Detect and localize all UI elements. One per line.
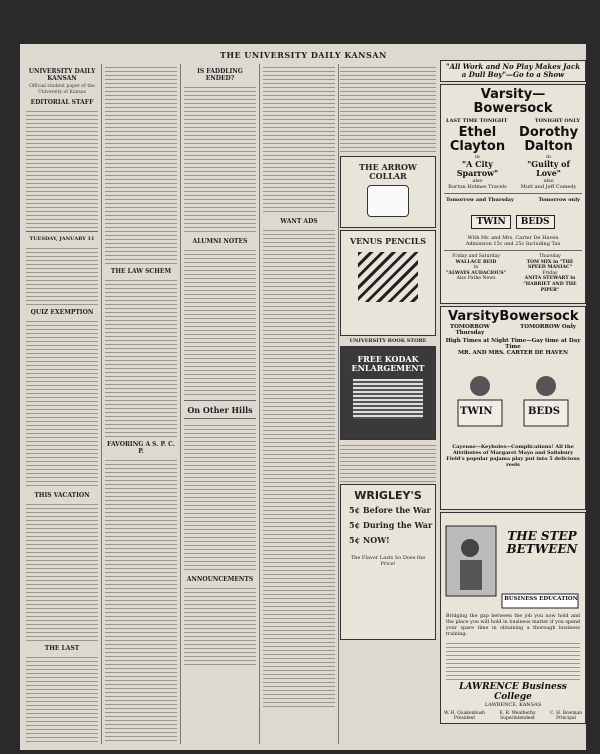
article-law-scheme (105, 277, 177, 437)
star-1-first: Ethel (458, 125, 497, 140)
headline-vacation: THIS VACATION (34, 492, 90, 500)
article-announcements (184, 585, 256, 665)
star-2-first: Dorothy (519, 125, 579, 140)
headline-other-hills: On Other Hills (187, 405, 253, 415)
kodak-title: FREE KODAK ENLARGEMENT (351, 354, 425, 373)
masthead: THE UNIVERSITY DAILY KANSAN (220, 50, 387, 60)
star-2-in: in (546, 154, 551, 160)
article-other-hills (184, 422, 256, 572)
paper-subtitle: Official student paper of the University of Kansas (29, 84, 95, 95)
cayenne-text: Cayenne—Keyholes—Complications! All the Attributes of Margaret Mayo and Salisbury Field's popular pajama play put into 5 delicious reels (446, 444, 580, 468)
star-1-extra: Burton Holmes Travels (448, 184, 507, 190)
article-last (26, 654, 98, 744)
headline-law-scheme: THE LAW SCHEM (110, 268, 172, 275)
wrigleys-brand: WRIGLEY'S (354, 489, 422, 502)
staff-listing (26, 108, 98, 228)
officer-1: W. H. Quakenbush (444, 711, 486, 716)
classifieds-top (263, 64, 335, 214)
wrigleys-line-1: 5¢ Before the War (349, 505, 431, 515)
collar-illustration (367, 185, 409, 217)
step-body-more (446, 640, 580, 680)
step-between-illustration (444, 516, 582, 612)
officer-1-title: President (453, 716, 476, 722)
twin-beds-illustration (444, 360, 582, 440)
star-2-last: Dalton (524, 139, 573, 154)
venus-title: VENUS PENCILS (349, 236, 427, 246)
headline-quiz-exemption: QUIZ EXEMPTION (30, 309, 94, 317)
article-continued (105, 64, 177, 264)
staff-heading: EDITORIAL STAFF (30, 99, 94, 107)
kodak-text (353, 379, 423, 419)
issue-date: TUESDAY, JANUARY 11 (29, 236, 95, 243)
friday-left-also: Also Pathe News (456, 276, 496, 282)
officer-2-title: Superintendent (500, 716, 535, 722)
prices-line: High Times at Night Time—Gay time at Day Time (445, 338, 581, 350)
school-city: LAWRENCE, KANSAS (484, 702, 542, 708)
star-1-also: also (472, 178, 483, 184)
thursday-right-day: Thursday (539, 254, 561, 259)
friday-left-days: Friday and Saturday (452, 254, 500, 259)
headline-last: THE LAST (44, 645, 80, 653)
venus-caption: UNIVERSITY BOOK STORE (349, 338, 427, 344)
wrigleys-line-2: 5¢ During the War (349, 520, 433, 530)
article-quiz-exemption (26, 318, 98, 488)
friday-right-day: Friday (542, 270, 558, 276)
show-banner-text: "All Work and No Play Makes Jack a Dull Boy"—Go to a Show (445, 62, 581, 79)
officer-3: C. H. Bowman (550, 711, 582, 716)
step-body: Bridging the gap between the job you now hold and the place you will hold in business matter if you spend your spare time in obtaining a thorough business training. (446, 614, 580, 637)
business-directory (340, 64, 436, 154)
theatre-2a: Varsity (448, 309, 500, 324)
arrow-collar-ad (340, 156, 436, 228)
twin-beds-logo-1 (444, 209, 582, 229)
schedule-line-2 (446, 197, 580, 203)
officer-3-title: Principal (556, 716, 577, 722)
star-2-block (516, 126, 582, 190)
friday-right-film: "HARRIET AND THE PIPER" (523, 281, 577, 293)
article-faddling (184, 84, 256, 234)
headline-faddling: IS FADDLING ENDED? (197, 68, 243, 82)
friday-left-star: WALLACE REID (455, 259, 497, 265)
step-caption: BUSINESS EDUCATION (504, 596, 578, 602)
article-vacation (26, 501, 98, 641)
business-college-ad (440, 512, 586, 724)
beds-word-1: BEDS (516, 215, 555, 229)
cast-line: With Mr. and Mrs. Carter De Haven (467, 235, 559, 241)
thursday-2: Thursday (455, 330, 485, 336)
varsity-bowersock-ad-1 (440, 84, 586, 304)
editorial-text (26, 245, 98, 305)
newspaper-page (20, 44, 586, 750)
venus-pencils-ad (340, 230, 436, 336)
tonight-only-label: TONIGHT ONLY (534, 118, 580, 124)
twin-word-1: TWIN (471, 215, 510, 229)
star-1-block (444, 126, 510, 190)
headline-want-ads: WANT ADS (280, 218, 318, 225)
star-2-extra: Mutt and Jeff Comedy (520, 184, 577, 190)
admission-line: Admission 15c and 25c Including Tax (465, 241, 561, 247)
school-officers (444, 711, 582, 722)
tomorrow-only-2: TOMORROW Only (520, 324, 576, 330)
step-title: THE STEP BETWEEN (506, 529, 578, 556)
theatre-2b: Bowersock (499, 309, 579, 324)
article-alumni-notes (184, 247, 256, 397)
schedule-line-1 (446, 118, 580, 124)
kodak-ad (340, 346, 436, 440)
last-time-label: LAST TIME TONIGHT (446, 118, 508, 124)
arrow-collar-title: THE ARROW COLLAR (359, 162, 417, 181)
beds-illustration-svg (444, 360, 582, 440)
wrigleys-ad (340, 484, 436, 640)
star-2-also: also (543, 178, 554, 184)
headline-announcements: ANNOUNCEMENTS (186, 576, 254, 583)
star-1-in: in (475, 154, 480, 160)
friday-left-film: "ALWAYS AUDACIOUS" (446, 270, 506, 276)
ad-column (340, 64, 436, 744)
headline-favoring: FAVORING A S. P. C. P. (107, 441, 175, 455)
star-2-film: "Guilty of Love" (527, 159, 570, 178)
tomorrow-2: TOMORROW (450, 324, 490, 330)
friday-schedule (444, 254, 582, 293)
column-1 (26, 64, 98, 744)
wrigleys-line-3: 5¢ NOW! (349, 535, 390, 545)
friday-right-star: ANITA STEWART in (524, 276, 576, 282)
star-1-last: Clayton (449, 139, 506, 154)
ad-listing (340, 442, 436, 482)
twin-word-2: TWIN (460, 406, 493, 417)
school-name: LAWRENCE Business College (459, 682, 567, 702)
paper-title: UNIVERSITY DAILY KANSAN (28, 68, 96, 82)
beds-word-2: BEDS (528, 406, 560, 417)
column-3 (184, 64, 256, 744)
tomorrow-only-label: Tomorrow only (538, 197, 580, 203)
thursday-right-star: TOM MIX in "THE SPEED MANIAC" (526, 259, 574, 271)
article-favoring (105, 457, 177, 744)
pencils-illustration (358, 252, 418, 302)
headline-alumni-notes: ALUMNI NOTES (192, 238, 248, 245)
classifieds-list (263, 227, 335, 707)
officer-2: E. R. Weatherby (499, 711, 536, 716)
wrigleys-footer: The Flavor Lasts So Does the Price! (350, 555, 426, 567)
column-2 (105, 64, 177, 744)
right-ad-column (440, 58, 586, 744)
show-banner (440, 60, 586, 82)
friday-left-in: in (473, 265, 479, 271)
theatre-names-1: Varsity—Bowersock (473, 87, 553, 116)
varsity-bowersock-ad-2 (440, 306, 586, 510)
star-1-film: "A City Sparrow" (456, 159, 499, 178)
theatre-names-2 (444, 310, 582, 324)
schedule-line-3 (444, 324, 582, 336)
column-4 (263, 64, 335, 744)
tomorrow-thursday-label: Tomorrow and Thursday (446, 197, 514, 203)
mr-mrs-line: MR. AND MRS. CARTER DE HAVEN (457, 350, 569, 356)
